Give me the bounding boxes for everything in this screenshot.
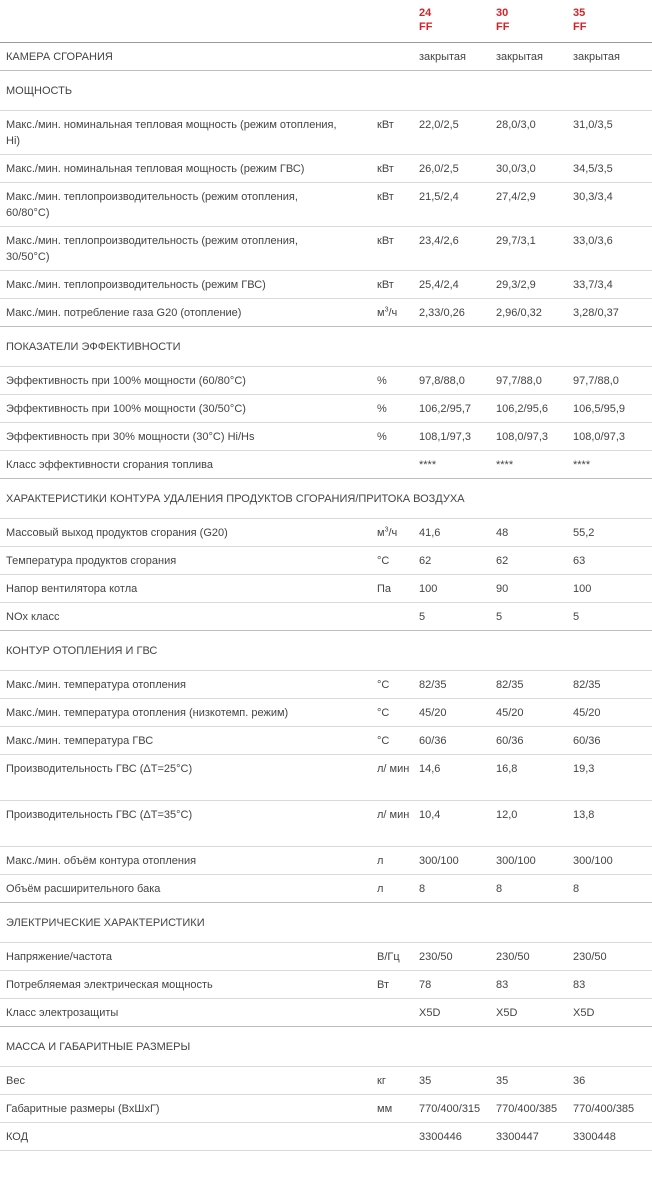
value-35: 36 [573, 1075, 586, 1087]
section-header [0, 630, 652, 670]
model-suffix: FF [419, 21, 433, 33]
value-35: 108,0/97,3 [573, 431, 625, 443]
combustion-chamber-row [0, 42, 652, 70]
value-24: 300/100 [419, 855, 459, 867]
table-row [0, 1122, 652, 1150]
row-label: Класс электрозащиты [6, 1007, 119, 1019]
model-suffix: FF [573, 21, 587, 33]
row-unit: °C [377, 707, 390, 719]
value-24: закрытая [419, 51, 466, 63]
row-label: Габаритные размеры (ВхШхГ) [6, 1103, 160, 1115]
value-24: X5D [419, 1007, 441, 1019]
value-24: 230/50 [419, 951, 453, 963]
table-row [0, 1094, 652, 1122]
table-row [0, 874, 652, 902]
value-35: **** [573, 459, 591, 471]
table-row [0, 154, 652, 182]
row-unit: кВт [377, 119, 394, 131]
value-35: 8 [573, 883, 580, 895]
value-35: 770/400/385 [573, 1103, 635, 1115]
value-35: 3,28/0,37 [573, 307, 619, 319]
value-35: 82/35 [573, 679, 601, 691]
row-label: Макс./мин. объём контура отопления [6, 855, 197, 867]
value-30: 5 [496, 611, 503, 623]
row-label: Макс./мин. температура отопления [6, 679, 186, 691]
row-label: КОД [6, 1131, 29, 1143]
value-30: 60/36 [496, 735, 524, 747]
value-24: 108,1/97,3 [419, 431, 471, 443]
table-row [0, 726, 652, 754]
table-end-rule [0, 1150, 652, 1151]
value-30: 3300447 [496, 1131, 539, 1143]
value-24: 78 [419, 979, 432, 991]
value-24: 60/36 [419, 735, 447, 747]
section-header [0, 326, 652, 366]
section-title: КОНТУР ОТОПЛЕНИЯ И ГВС [6, 645, 158, 657]
row-unit: кВт [377, 163, 394, 175]
value-30: 12,0 [496, 809, 518, 821]
value-30: 97,7/88,0 [496, 375, 542, 387]
model-suffix: FF [496, 21, 510, 33]
value-35: 34,5/3,5 [573, 163, 613, 175]
value-35: 300/100 [573, 855, 613, 867]
table-row [0, 800, 652, 846]
value-24: 82/35 [419, 679, 447, 691]
section-title: МОЩНОСТЬ [6, 85, 73, 97]
row-unit: кВт [377, 235, 394, 247]
value-30: 82/35 [496, 679, 524, 691]
value-35: закрытая [573, 51, 620, 63]
value-24: 5 [419, 611, 426, 623]
value-30: 16,8 [496, 763, 518, 775]
value-24: 35 [419, 1075, 432, 1087]
row-label: Макс./мин. теплопроизводительность (режим отопления, 60/80°C) [6, 191, 298, 219]
table-row [0, 546, 652, 574]
row-unit: Вт [377, 979, 390, 991]
row-unit: л [377, 855, 384, 867]
value-24: 97,8/88,0 [419, 375, 465, 387]
value-35: 33,0/3,6 [573, 235, 613, 247]
value-30: 28,0/3,0 [496, 119, 536, 131]
table-row [0, 366, 652, 394]
row-label: Макс./мин. температура отопления (низкотемп. режим) [6, 707, 289, 719]
table-row [0, 970, 652, 998]
table-row [0, 602, 652, 630]
row-label: Температура продуктов сгорания [6, 555, 177, 567]
table-row [0, 1066, 652, 1094]
value-30: 29,3/2,9 [496, 279, 536, 291]
value-30: X5D [496, 1007, 518, 1019]
row-unit: % [377, 431, 387, 443]
table-row [0, 270, 652, 298]
value-30: 35 [496, 1075, 509, 1087]
value-24: 2,33/0,26 [419, 307, 465, 319]
value-30: 45/20 [496, 707, 524, 719]
value-35: 5 [573, 611, 580, 623]
row-label: Массовый выход продуктов сгорания (G20) [6, 527, 228, 539]
table-row [0, 998, 652, 1026]
sections [0, 70, 652, 1150]
row-label: Макс./мин. номинальная тепловая мощность (режим отопления, Hi) [6, 119, 337, 147]
value-35: 33,7/3,4 [573, 279, 613, 291]
row-label: Эффективность при 100% мощности (30/50°C) [6, 403, 246, 415]
row-unit: л/ мин [377, 809, 410, 821]
row-label: Эффективность при 100% мощности (60/80°C) [6, 375, 246, 387]
value-24: **** [419, 459, 437, 471]
row-label: Макс./мин. теплопроизводительность (режим отопления, 30/50°C) [6, 235, 298, 263]
value-24: 3300446 [419, 1131, 462, 1143]
row-unit: °C [377, 735, 390, 747]
value-24: 25,4/2,4 [419, 279, 459, 291]
row-unit: л/ мин [377, 763, 410, 775]
value-24: 100 [419, 583, 438, 595]
row-label: Макс./мин. потребление газа G20 (отопление) [6, 307, 242, 319]
value-35: 97,7/88,0 [573, 375, 619, 387]
section-header [0, 70, 652, 110]
value-35: 83 [573, 979, 586, 991]
row-label: Производительность ГВС (ΔT=35°C) [6, 809, 193, 821]
value-24: 21,5/2,4 [419, 191, 459, 203]
table-row [0, 698, 652, 726]
row-label: Макс./мин. теплопроизводительность (режим ГВС) [6, 279, 266, 291]
row-label: Макс./мин. температура ГВС [6, 735, 154, 747]
row-label: Макс./мин. номинальная тепловая мощность (режим ГВС) [6, 163, 305, 175]
section-title: ЭЛЕКТРИЧЕСКИЕ ХАРАКТЕРИСТИКИ [6, 917, 205, 929]
value-35: 60/36 [573, 735, 601, 747]
value-30: 230/50 [496, 951, 530, 963]
row-unit: °C [377, 555, 390, 567]
value-30: 62 [496, 555, 509, 567]
value-30: 83 [496, 979, 509, 991]
model-35 [573, 6, 613, 34]
value-30: 2,96/0,32 [496, 307, 542, 319]
table-row [0, 226, 652, 270]
model-30 [496, 6, 536, 34]
value-24: 106,2/95,7 [419, 403, 471, 415]
value-30: 8 [496, 883, 503, 895]
row-label: Напряжение/частота [6, 951, 113, 963]
row-label: Напор вентилятора котла [6, 583, 138, 595]
table-row [0, 518, 652, 546]
model-24 [419, 6, 459, 34]
value-30: 48 [496, 527, 509, 539]
row-unit: $м^3/ч$ [377, 526, 398, 539]
section-title: ПОКАЗАТЕЛИ ЭФФЕКТИВНОСТИ [6, 341, 181, 353]
row-label: Производительность ГВС (ΔT=25°C) [6, 763, 193, 775]
value-24: 45/20 [419, 707, 447, 719]
value-35: 3300448 [573, 1131, 616, 1143]
row-unit: °C [377, 679, 390, 691]
section-title: ХАРАКТЕРИСТИКИ КОНТУРА УДАЛЕНИЯ ПРОДУКТОВ СГОРАНИЯ/ПРИТОКА ВОЗДУХА [6, 493, 465, 505]
value-24: 8 [419, 883, 426, 895]
value-24: 14,6 [419, 763, 441, 775]
table-row [0, 942, 652, 970]
model-number: 24 [419, 7, 432, 19]
table-row [0, 298, 652, 326]
row-unit: % [377, 403, 387, 415]
table-row [0, 422, 652, 450]
table-row [0, 754, 652, 800]
row-unit: $м^3/ч$ [377, 306, 398, 319]
value-30: 770/400/385 [496, 1103, 558, 1115]
value-30: 30,0/3,0 [496, 163, 536, 175]
value-35: 106,5/95,9 [573, 403, 625, 415]
section-header [0, 1026, 652, 1066]
row-unit: мм [377, 1103, 393, 1115]
value-24: 22,0/2,5 [419, 119, 459, 131]
table-row [0, 394, 652, 422]
row-unit: кВт [377, 279, 394, 291]
value-35: 63 [573, 555, 586, 567]
table-row [0, 574, 652, 602]
value-30: 300/100 [496, 855, 536, 867]
table-row [0, 670, 652, 698]
row-unit: Па [377, 583, 392, 595]
value-30: 27,4/2,9 [496, 191, 536, 203]
row-unit: л [377, 883, 384, 895]
value-24: 62 [419, 555, 432, 567]
value-35: 30,3/3,4 [573, 191, 613, 203]
value-35: 31,0/3,5 [573, 119, 613, 131]
value-24: 770/400/315 [419, 1103, 481, 1115]
section-title: МАССА И ГАБАРИТНЫЕ РАЗМЕРЫ [6, 1041, 191, 1053]
section-header [0, 478, 652, 518]
row-label: Класс эффективности сгорания топлива [6, 459, 213, 471]
section-header [0, 902, 652, 942]
value-24: 10,4 [419, 809, 441, 821]
value-35: 55,2 [573, 527, 595, 539]
row-label: КАМЕРА СГОРАНИЯ [6, 51, 113, 63]
table-row [0, 110, 652, 154]
row-label: Вес [6, 1075, 25, 1087]
value-35: 45/20 [573, 707, 601, 719]
value-30: 90 [496, 583, 509, 595]
value-35: 100 [573, 583, 592, 595]
table-row [0, 846, 652, 874]
value-30: 106,2/95,6 [496, 403, 548, 415]
row-unit: кг [377, 1075, 386, 1087]
value-30: 29,7/3,1 [496, 235, 536, 247]
row-unit: % [377, 375, 387, 387]
row-label: NOx класс [6, 611, 60, 623]
value-24: 23,4/2,6 [419, 235, 459, 247]
model-number: 35 [573, 7, 586, 19]
value-24: 26,0/2,5 [419, 163, 459, 175]
value-30: 108,0/97,3 [496, 431, 548, 443]
value-35: 13,8 [573, 809, 595, 821]
value-35: 230/50 [573, 951, 607, 963]
value-30: **** [496, 459, 514, 471]
model-header [0, 0, 652, 42]
row-label: Потребляемая электрическая мощность [6, 979, 213, 991]
table-row [0, 182, 652, 226]
row-unit: кВт [377, 191, 394, 203]
row-label: Объём расширительного бака [6, 883, 161, 895]
value-35: X5D [573, 1007, 595, 1019]
value-35: 19,3 [573, 763, 595, 775]
row-label: Эффективность при 30% мощности (30°C) Hi/Hs [6, 431, 255, 443]
model-number: 30 [496, 7, 509, 19]
table-row [0, 450, 652, 478]
row-unit: В/Гц [377, 951, 400, 963]
value-24: 41,6 [419, 527, 441, 539]
value-30: закрытая [496, 51, 543, 63]
